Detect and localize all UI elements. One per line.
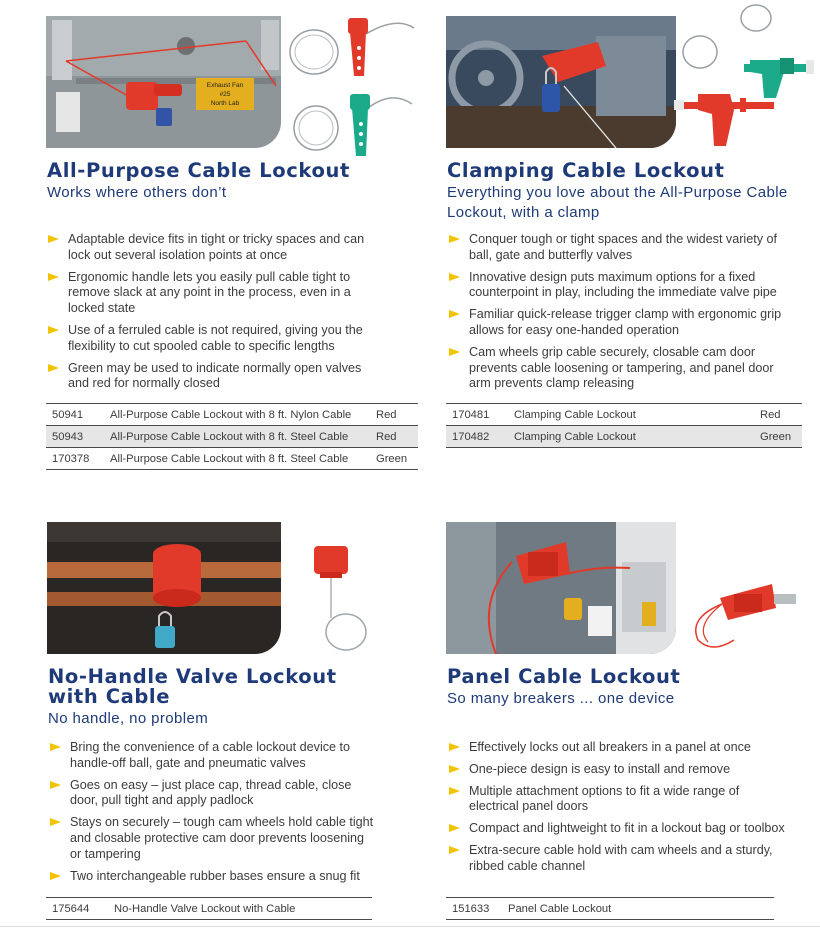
table-row	[446, 426, 802, 448]
bullet-item: Two interchangeable rubber bases ensure a snug fit	[48, 869, 378, 885]
clamping-subtitle: Everything you love about the All-Purpose Cable Lockout, with a clamp	[447, 184, 788, 221]
part-description: Clamping Cable Lockout	[508, 426, 754, 448]
arrow-right-icon	[48, 326, 59, 334]
table-row	[446, 898, 774, 920]
part-number: 170482	[446, 426, 508, 448]
all-purpose-photo	[46, 16, 281, 148]
arrow-right-icon	[449, 273, 460, 281]
arrow-right-icon	[449, 348, 460, 356]
arrow-right-icon	[50, 743, 61, 751]
clamping-product-red	[670, 80, 780, 155]
part-number: 170481	[446, 404, 508, 426]
part-color: Red	[370, 426, 418, 448]
bullet-item: Familiar quick-release trigger clamp with ergonomic grip allows for easy one-handed operation	[447, 307, 797, 339]
bullet-item: Adaptable device fits in tight or tricky spaces and can lock out several isolation points at once	[46, 232, 366, 264]
table-row	[446, 404, 802, 426]
part-number: 151633	[446, 898, 502, 920]
part-color: Red	[754, 404, 802, 426]
part-number: 175644	[46, 898, 108, 920]
table-row	[46, 426, 418, 448]
arrow-right-icon	[48, 364, 59, 372]
bullet-item: Stays on securely – tough cam wheels hold cable tight and closable protective cam door prevents loosening or tampering	[48, 815, 378, 862]
bullet-item: Compact and lightweight to fit in a lockout bag or toolbox	[447, 821, 807, 837]
bullet-item: Innovative design puts maximum options for a fixed counterpoint in play, including the immediate valve pipe	[447, 270, 797, 302]
panel-product	[688, 578, 820, 653]
panel-bullets	[447, 740, 807, 881]
panel-photo	[446, 522, 676, 654]
part-description: No-Handle Valve Lockout with Cable	[108, 898, 372, 920]
photo-label-line2: #25	[219, 91, 231, 98]
no-handle-product	[300, 540, 375, 655]
photo-label-line1: Exhaust Fan	[206, 82, 244, 89]
page-divider	[0, 926, 820, 927]
bullet-item: One-piece design is easy to install and remove	[447, 762, 807, 778]
part-description: Clamping Cable Lockout	[508, 404, 754, 426]
all-purpose-title: All-Purpose Cable Lockout	[47, 159, 350, 182]
all-purpose-bullets	[46, 232, 366, 398]
part-color: Red	[370, 404, 418, 426]
arrow-right-icon	[50, 818, 61, 826]
part-number: 50941	[46, 404, 104, 426]
arrow-right-icon	[449, 235, 460, 243]
panel-subtitle: So many breakers ... one device	[447, 690, 675, 707]
panel-parts-table	[446, 897, 774, 920]
table-row	[46, 898, 372, 920]
bullet-item: Use of a ferruled cable is not required, giving you the flexibility to cut spooled cable to specific lengths	[46, 323, 366, 355]
part-color: Green	[370, 448, 418, 470]
bullet-item: Effectively locks out all breakers in a panel at once	[447, 740, 807, 756]
part-description: All-Purpose Cable Lockout with 8 ft. Steel Cable	[104, 448, 370, 470]
clamping-photo	[446, 16, 676, 148]
all-purpose-parts-table	[46, 403, 418, 470]
no-handle-photo	[47, 522, 281, 654]
no-handle-title: No-Handle Valve Lockout with Cable	[48, 665, 337, 708]
table-row	[46, 404, 418, 426]
arrow-right-icon	[449, 310, 460, 318]
arrow-right-icon	[50, 781, 61, 789]
panel-title: Panel Cable Lockout	[447, 665, 681, 688]
part-description: All-Purpose Cable Lockout with 8 ft. Nylon Cable	[104, 404, 370, 426]
table-row	[46, 448, 418, 470]
no-handle-bullets	[48, 740, 378, 890]
part-color: Green	[754, 426, 802, 448]
bullet-item: Goes on easy – just place cap, thread cable, close door, pull tight and apply padlock	[48, 778, 378, 810]
all-purpose-product-red	[286, 14, 421, 84]
all-purpose-subtitle: Works where others don’t	[47, 184, 227, 201]
arrow-right-icon	[449, 824, 460, 832]
bullet-item: Multiple attachment options to fit a wide range of electrical panel doors	[447, 784, 779, 816]
part-number: 170378	[46, 448, 104, 470]
part-number: 50943	[46, 426, 104, 448]
bullet-item: Extra-secure cable hold with cam wheels and a sturdy, ribbed cable channel	[447, 843, 809, 875]
arrow-right-icon	[50, 872, 61, 880]
part-description: All-Purpose Cable Lockout with 8 ft. Steel Cable	[104, 426, 370, 448]
arrow-right-icon	[48, 235, 59, 243]
bullet-item: Cam wheels grip cable securely, closable cam door prevents cable loosening or tampering, and panel door arm prevents clamp releasing	[447, 345, 797, 392]
all-purpose-product-green	[292, 88, 422, 158]
bullet-item: Ergonomic handle lets you easily pull cable tight to remove slack at any point in the process, even in a locked state	[46, 270, 366, 317]
arrow-right-icon	[449, 765, 460, 773]
bullet-item: Green may be used to indicate normally open valves and red for normally closed	[46, 361, 366, 393]
clamping-bullets	[447, 232, 797, 398]
arrow-right-icon	[449, 743, 460, 751]
bullet-item: Bring the convenience of a cable lockout device to handle-off ball, gate and pneumatic valves	[48, 740, 378, 772]
bullet-item: Conquer tough or tight spaces and the widest variety of ball, gate and butterfly valves	[447, 232, 797, 264]
no-handle-subtitle: No handle, no problem	[48, 710, 209, 727]
arrow-right-icon	[449, 846, 460, 854]
arrow-right-icon	[48, 273, 59, 281]
arrow-right-icon	[449, 787, 460, 795]
clamping-title: Clamping Cable Lockout	[447, 159, 725, 182]
part-description: Panel Cable Lockout	[502, 898, 774, 920]
no-handle-parts-table	[46, 897, 372, 920]
photo-label-line3: North Lab	[210, 100, 240, 107]
clamping-parts-table	[446, 403, 802, 448]
